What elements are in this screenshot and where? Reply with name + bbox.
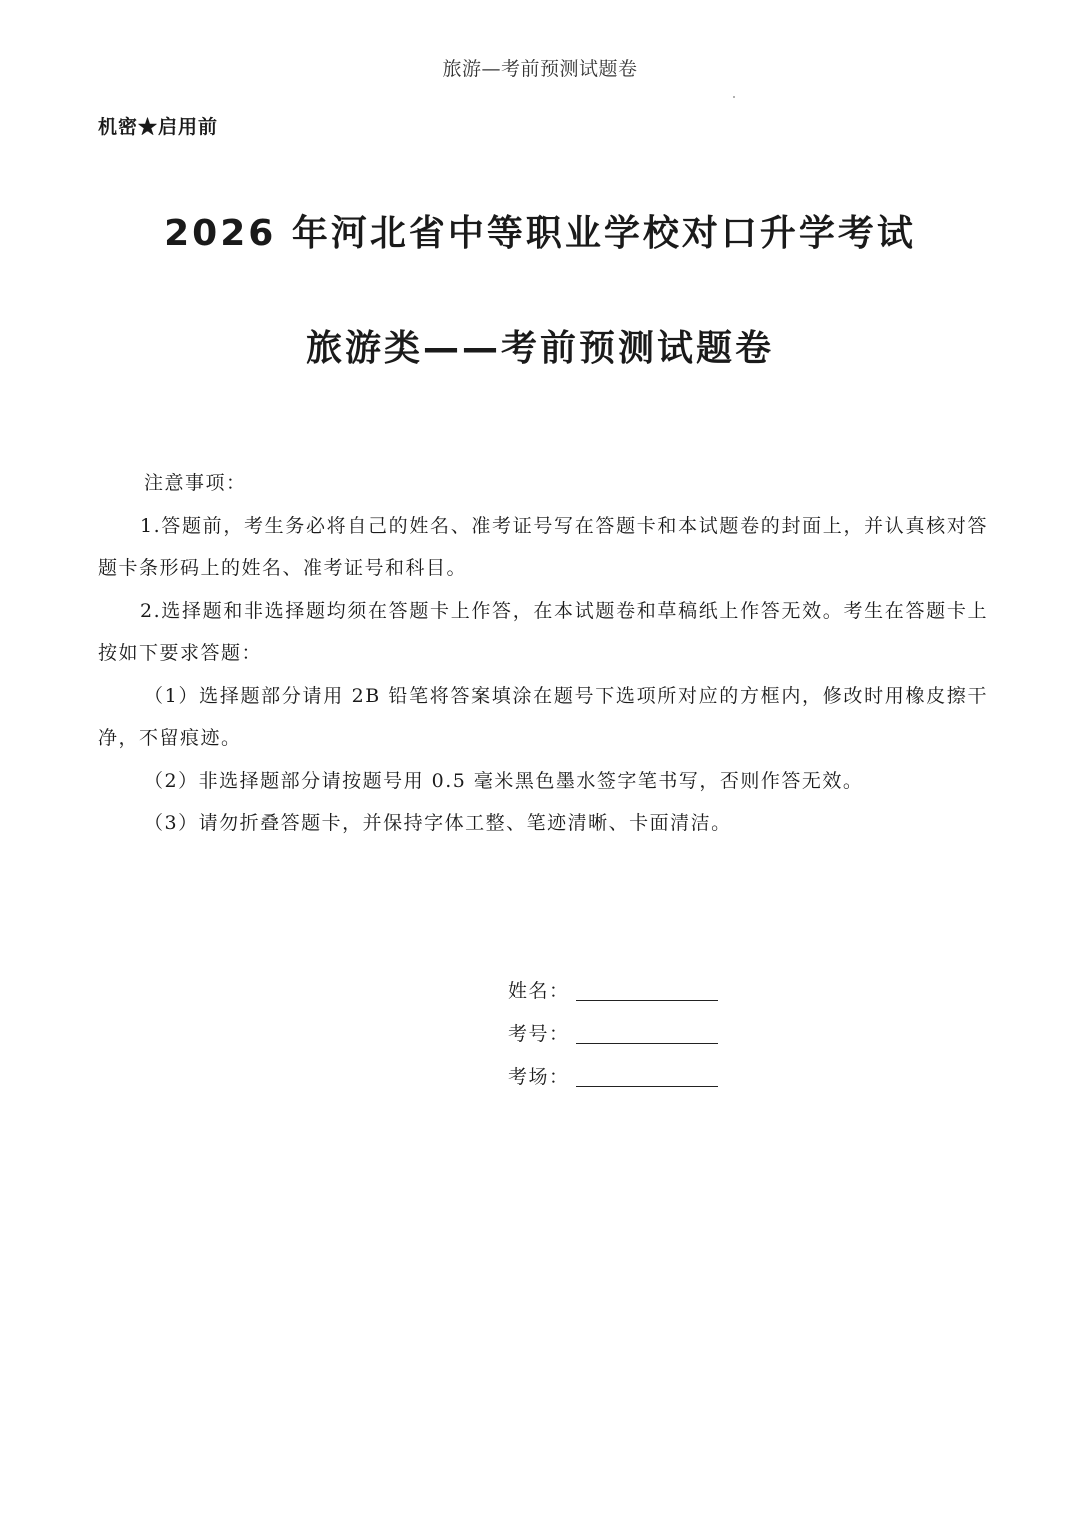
exam-subtitle: 旅游类——考前预测试题卷: [305, 328, 774, 369]
confidential-mark: 机密★启用前: [98, 116, 219, 138]
note-item: 2.选择题和非选择题均须在答题卡上作答，在本试题卷和草稿纸上作答无效。考生在答题卡上按如下要求答题：: [98, 599, 988, 664]
notes-heading: 注意事项：: [144, 472, 247, 494]
number-row: [508, 1013, 718, 1056]
name-label: 姓名：: [508, 980, 570, 1002]
name-blank[interactable]: [576, 999, 718, 1001]
number-blank[interactable]: [576, 1042, 718, 1044]
candidate-info: [508, 970, 718, 1099]
room-blank[interactable]: [576, 1085, 718, 1087]
exam-title: 2026 年河北省中等职业学校对口升学考试: [164, 213, 916, 254]
notes-section: [98, 462, 988, 845]
note-subitem: （3）请勿折叠答题卡，并保持字体工整、笔迹清晰、卡面清洁。: [144, 812, 732, 834]
running-header: 旅游—考前预测试题卷: [442, 58, 638, 80]
note-item: 1.答题前，考生务必将自己的姓名、准考证号写在答题卡和本试题卷的封面上，并认真核对答题卡条形码上的姓名、准考证号和科目。: [98, 514, 988, 579]
note-subitem: （1）选择题部分请用 2B 铅笔将答案填涂在题号下选项所对应的方框内，修改时用橡皮擦干净，不留痕迹。: [98, 684, 988, 749]
room-label: 考场：: [508, 1066, 570, 1088]
number-label: 考号：: [508, 1023, 570, 1045]
room-row: [508, 1056, 718, 1099]
note-subitem: （2）非选择题部分请按题号用 0.5 毫米黑色墨水签字笔书写，否则作答无效。: [144, 769, 864, 792]
scan-speck: [733, 96, 735, 98]
name-row: [508, 970, 718, 1013]
